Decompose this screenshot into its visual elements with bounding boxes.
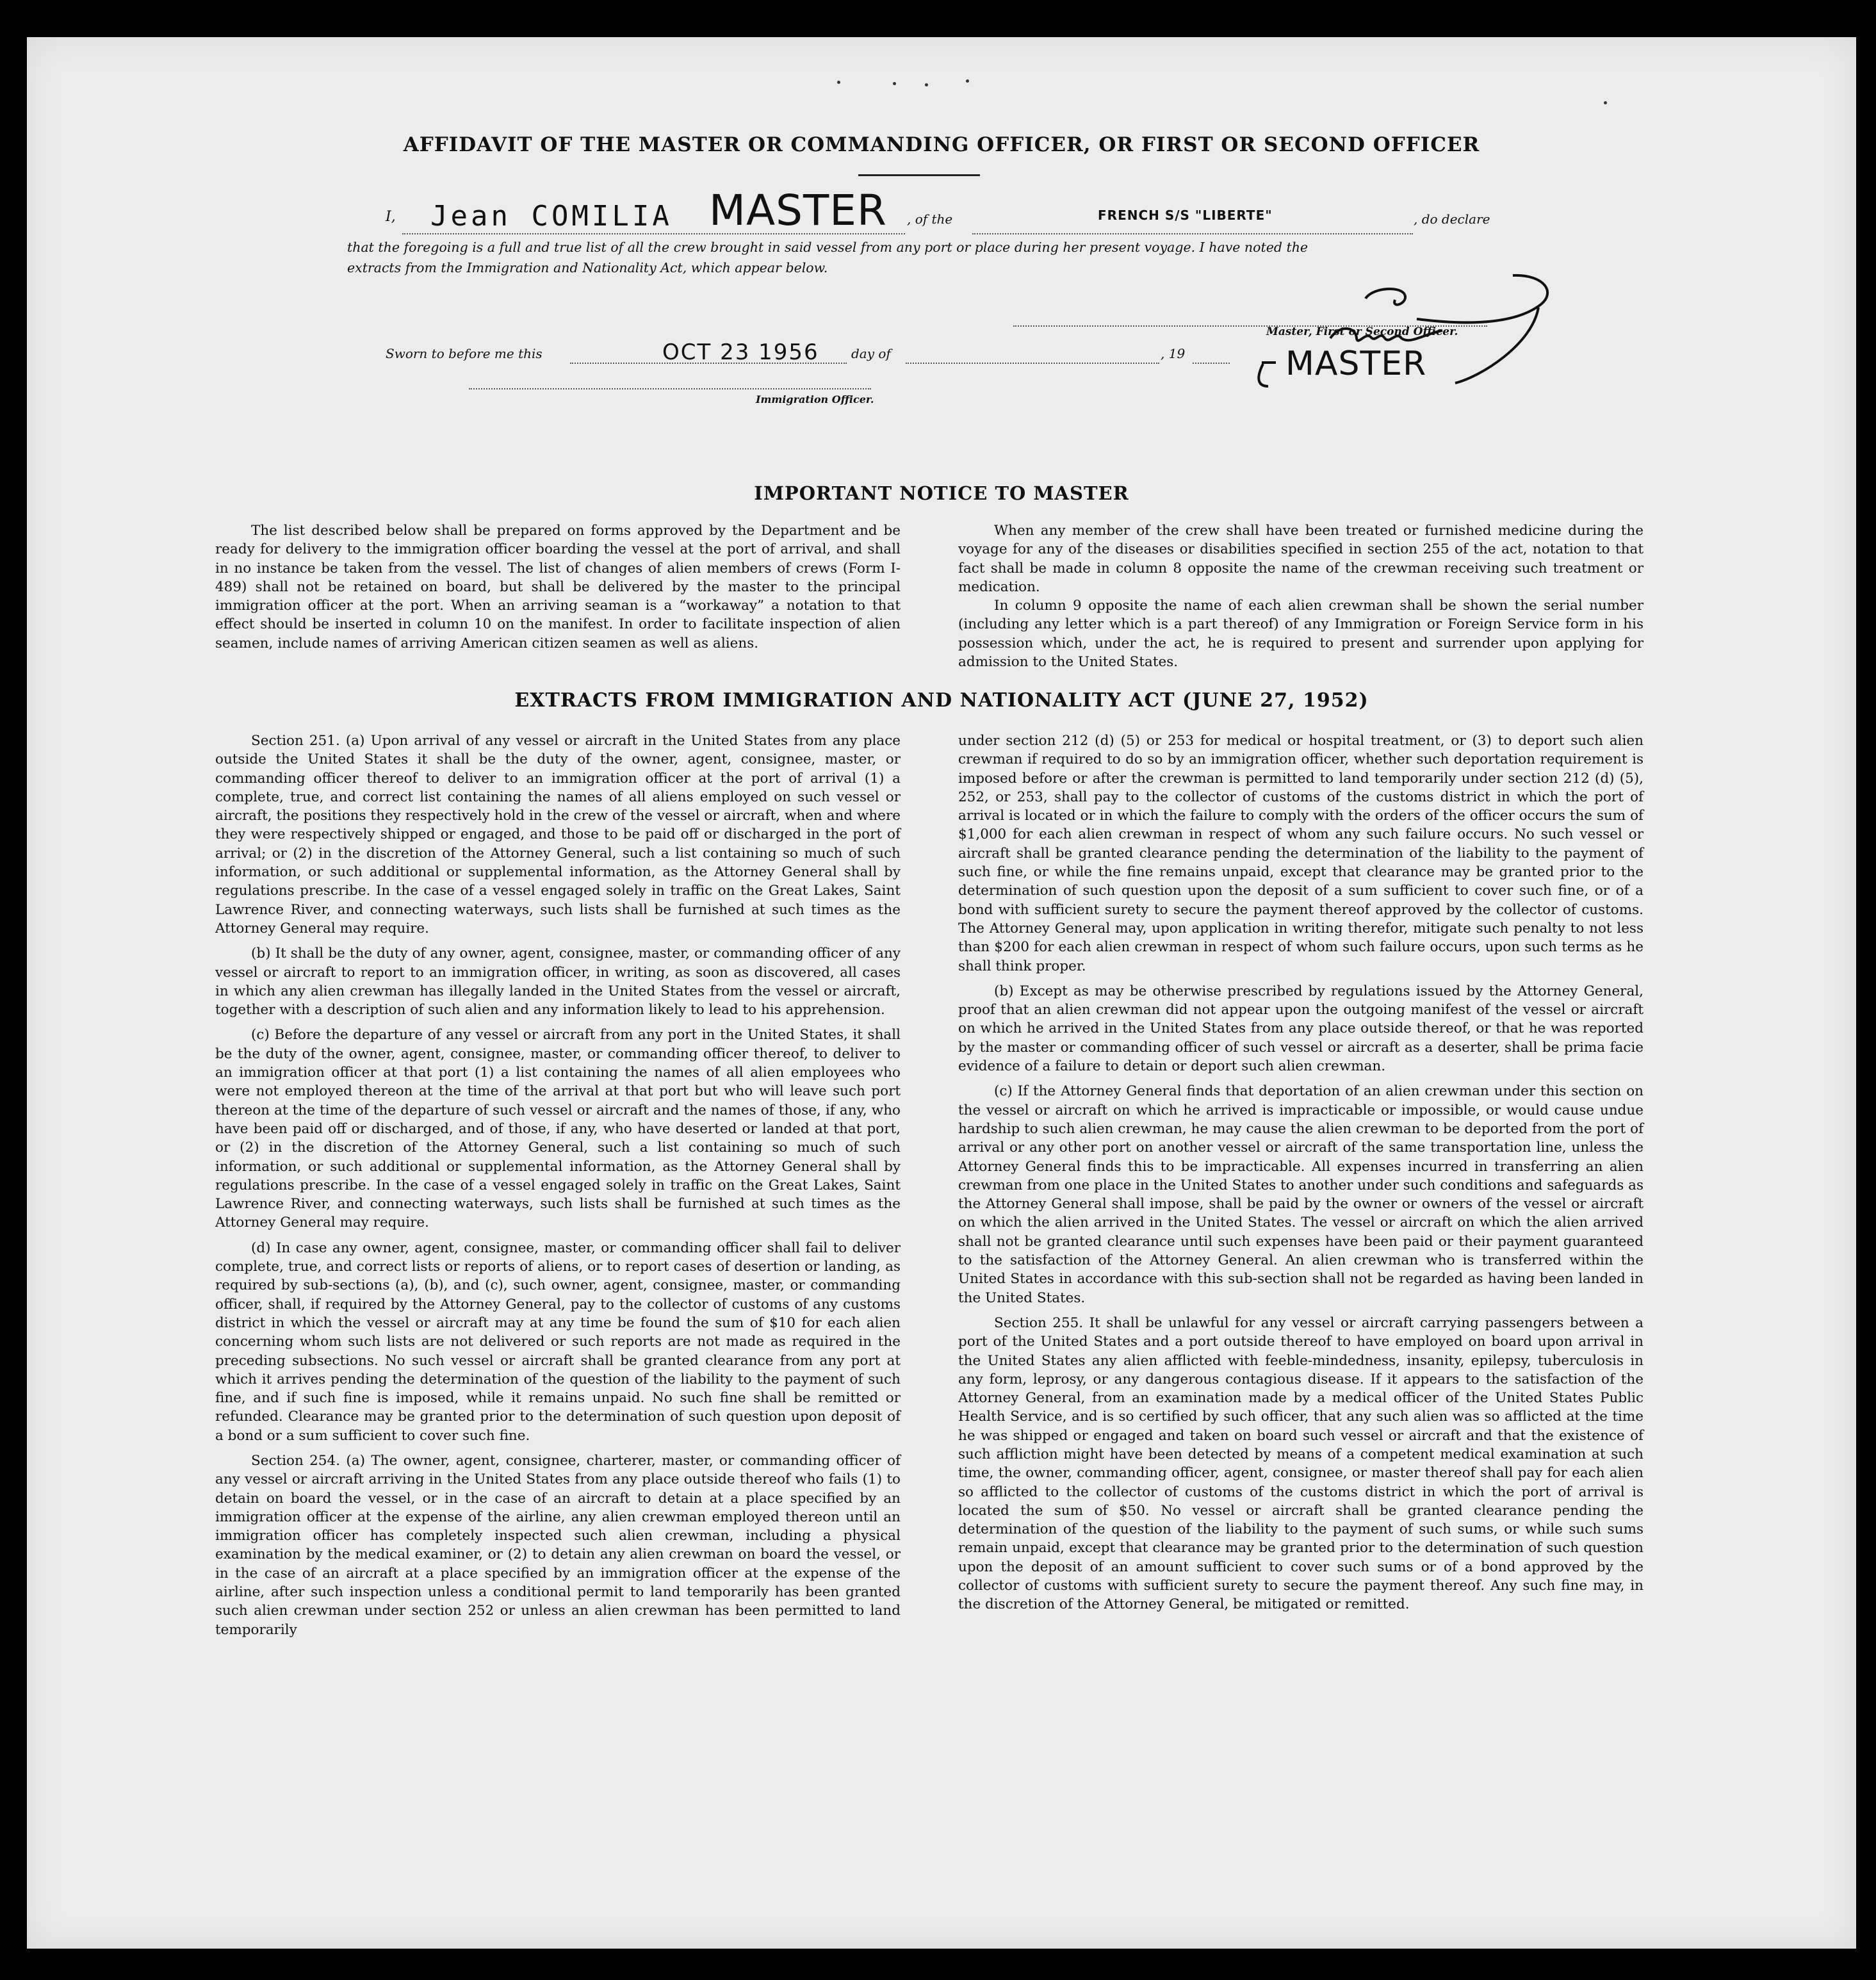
- vessel-typed: FRENCH S/S "LIBERTE": [1098, 208, 1273, 223]
- notice-right-paragraph: In column 9 opposite the name of each alien crewman shall be shown the serial number (including any letter which is a part thereof) of any Immigration or Foreign Service form in his possession which, under the act, he is required to present and surrender upon applying for admission to the United States.: [958, 598, 1644, 671]
- vessel-line: [972, 233, 1413, 234]
- notice-right-paragraph: When any member of the crew shall have been treated or furnished medicine during the voyage for any of the diseases or disabilities specified in section 255 of the act, notation to that fact shall be made in column 8 opposite the name of the crewman receiving such treatment or medication.: [958, 523, 1644, 595]
- extracts-right-column: [958, 732, 1644, 1614]
- signature-stamp: MASTER: [1285, 345, 1427, 383]
- month-line: [906, 363, 1159, 364]
- section-254c: (c) If the Attorney General finds that deportation of an alien crewman under this section on the vessel or aircraft on which he arrived is impracticable or impossible, or would cause undue hardship to such alien crewman, he may cause the alien crewman to be deported from the port of arrival or any other port on another vessel or aircraft of the same transportation line, unless the Attorney General finds this to be impracticable. All expenses incurred in transferring an alien crewman from one place in the United States to another under such conditions and safeguards as the Attorney General shall impose, shall be paid by the owner or owners of the vessel or aircraft on which the alien arrived in the United States. The vessel or aircraft on which the alien arrived shall not be granted clearance until such expenses have been paid or their payment guaranteed to the satisfaction of the Attorney General. An alien crewman who is transferred within the United States in accordance with this sub-section shall not be regarded as having been landed in the United States.: [958, 1083, 1644, 1306]
- do-declare-label: , do declare: [1414, 211, 1490, 227]
- section-254a-continued: under section 212 (d) (5) or 253 for medical or hospital treatment, or (3) to deport such alien crewman if required to do so by an immigration officer, whether such deportation requirement is imposed before or after the crewman is permitted to land temporarily under section 212 (d) (5), 252, or 253, shall pay to the collector of customs of the customs district in which the port of arrival is located or in which the failure to comply with the orders of the officer occurs the sum of $1,000 for each alien crewman in respect of whom any such failure occurs. No such vessel or aircraft shall be granted clearance pending the determination of the liability to the payment of such fine, or while the fine remains unpaid, except that clearance may be granted prior to the determination of such question upon the deposit of a sum sufficient to cover such fine, or of a bond with sufficient surety to secure the payment thereof approved by the collector of customs. The Attorney General may, upon application in writing therefor, mitigate such penalty to not less than $200 for each alien crewman in respect of whom such failure occurs, upon such terms as he shall think proper.: [958, 733, 1644, 974]
- document-sheet: [27, 37, 1856, 1949]
- affidavit-line2: that the foregoing is a full and true list of all the crew brought in said vessel from any port or place during her present voyage. I have noted the: [347, 240, 1309, 255]
- officer-caption: Immigration Officer.: [756, 393, 874, 405]
- notice-left-column: [215, 521, 901, 653]
- section-251a: Section 251. (a) Upon arrival of any vessel or aircraft in the United States from any place outside the United States it shall be the duty of the owner, agent, consignee, master, or commanding officer thereof to deliver to an immigration officer at the port of arrival (1) a complete, true, and correct list containing the names of all aliens employed on such vessel or aircraft, the positions they respectively hold in the crew of the vessel or aircraft, when and where they were respectively shipped or engaged, and those to be paid off or discharged in the port of arrival; or (2) in the discretion of the Attorney General, such a list containing so much of such information, or such additional or supplemental information, as the Attorney General shall by regulations prescribe. In the case of a vessel engaged solely in traffic on the Great Lakes, Saint Lawrence River, and connecting waterways, such lists shall be furnished at such times as the Attorney General may require.: [215, 733, 901, 937]
- master-name-typed: Jean COMILIA: [430, 200, 673, 233]
- day-of-label: day of: [851, 346, 891, 361]
- section-251d: (d) In case any owner, agent, consignee, master, or commanding officer shall fail to deliver complete, true, and correct lists or reports of aliens, or to report cases of desertion or landing, as required by sub-sections (a), (b), and (c), such owner, agent, consignee, master, or commanding officer, shall, if required by the Attorney General, pay to the collector of customs of any customs district in which the vessel or aircraft may at any time be found the sum of $10 for each alien concerning whom such lists are not delivered or such reports are not made as required in the preceding subsections. No such vessel or aircraft shall be granted clearance from any port at which it arrives pending the determination of the question of the liability to the payment of such fine, and if such fine is imposed, while it remains unpaid. No such fine shall be remitted or refunded. Clearance may be granted prior to the determination of such question upon deposit of a bond or a sum sufficient to cover such fine.: [215, 1240, 901, 1444]
- section-251b: (b) It shall be the duty of any owner, agent, consignee, master, or commanding officer of any vessel or aircraft to report to an immigration officer, in writing, as soon as discovered, all cases in which any alien crewman has illegally landed in the United States from the vessel or aircraft, together with a description of such alien and any information likely to lead to his apprehension.: [215, 945, 901, 1019]
- notice-left-paragraph: The list described below shall be prepared on forms approved by the Department and be ready for delivery to the immigration officer boarding the vessel at the port of arrival, and shall in no instance be taken from the vessel. The list of changes of alien members of crews (Form I-489) shall not be retained on board, but shall be delivered by the master to the principal immigration officer at the port. When an arriving seaman is a “workaway” a notation to that effect should be inserted in column 10 on the manifest. In order to facilitate inspection of alien seamen, include names of arriving American citizen seamen as well as aliens.: [215, 523, 901, 651]
- notice-title: IMPORTANT NOTICE TO MASTER: [754, 482, 1129, 504]
- section-255: Section 255. It shall be unlawful for any vessel or aircraft carrying passengers between a port of the United States and a port outside thereof to have employed on board upon arrival in the United States any alien afflicted with feeble-mindedness, insanity, epilepsy, tuberculosis in any form, leprosy, or any dangerous contagious disease. If it appears to the satisfaction of the Attorney General, from an examination made by a medical officer of the United States Public Health Service, and is so certified by such officer, that any such alien was so afflicted at the time he was shipped or engaged and taken on board such vessel or aircraft and that the existence of such affliction might have been detected by means of a competent medical examination at such time, the owner, commanding officer, agent, consignee, or master thereof shall pay for each alien so afflicted to the collector of customs of the customs district in which the port of arrival is located the sum of $50. No vessel or aircraft shall be granted clearance pending the determination of the question of the liability to the payment of such sums, or while such sums remain unpaid, except that clearance may be granted prior to the determination of such question upon the deposit of an amount sufficient to cover such sums or of a bond approved by the collector of customs with sufficient surety to secure the payment thereof. Any such fine may, in the discretion of the Attorney General, be mitigated or remitted.: [958, 1314, 1644, 1613]
- sworn-prefix: Sworn to before me this: [386, 346, 542, 361]
- affidavit-line3: extracts from the Immigration and Nationality Act, which appear below.: [347, 260, 828, 275]
- title-rule: [858, 174, 980, 176]
- section-254b: (b) Except as may be otherwise prescribed by regulations issued by the Attorney General, proof that an alien crewman did not appear upon the outgoing manifest of the vessel or aircraft on which he arrived in the United States from any place outside thereof, or that he was reported by the master or commanding officer of such vessel or aircraft as a deserter, shall be prima facie evidence of a failure to detain or deport such alien crewman.: [958, 983, 1644, 1075]
- sworn-date-stamp: OCT 23 1956: [662, 340, 819, 365]
- notice-right-column: [958, 521, 1644, 671]
- section-251c: (c) Before the departure of any vessel or aircraft from any port in the United States, it shall be the duty of the owner, agent, consignee, master, or commanding officer thereof, to deliver to an immigration officer at that port (1) a list containing the names of all alien employees who were not employed thereon at the time of the arrival at that port but who will leave such port thereon at the time of the departure of such vessel or aircraft and the names of those, if any, who have been paid off or discharged, and of those, if any, who have deserted or landed at that port, or (2) in the discretion of the Attorney General, such a list containing so much of such information, or such additional or supplemental information, as the Attorney General shall by regulations prescribe. In the case of a vessel engaged solely in traffic on the Great Lakes, Saint Lawrence River, and connecting waterways, such lists shall be furnished at such times as the Attorney General may require.: [215, 1027, 901, 1231]
- officer-line: [469, 388, 871, 389]
- master-stamp: MASTER: [709, 186, 887, 235]
- of-the-label: , of the: [907, 211, 953, 227]
- line1-prefix: I,: [386, 209, 396, 225]
- section-254a: Section 254. (a) The owner, agent, consignee, charterer, master, or commanding officer of any vessel or aircraft arriving in the United States from any place outside thereof who fails (1) to detain on board the vessel, or in the case of an aircraft to detain at a place specified by an immigration officer at the expense of the airline, any alien crewman employed thereon until an immigration officer has completely inspected such alien crewman, including a physical examination by the medical examiner, or (2) to detain any alien crewman on board the vessel, or in the case of an aircraft at a place specified by an immigration officer at the expense of the airline, after such inspection unless a conditional permit to land temporarily has been granted such alien crewman under section 252 or unless an alien crewman has been permitted to land temporarily: [215, 1452, 901, 1638]
- extracts-title: EXTRACTS FROM IMMIGRATION AND NATIONALITY ACT (JUNE 27, 1952): [514, 689, 1369, 712]
- year-line: [1193, 363, 1230, 364]
- extracts-left-column: [215, 732, 901, 1639]
- affidavit-title: AFFIDAVIT OF THE MASTER OR COMMANDING OFFICER, OR FIRST OR SECOND OFFICER: [403, 133, 1480, 156]
- year-prefix: , 19: [1161, 346, 1186, 361]
- signature-caption: Master, First or Second Officer.: [1266, 325, 1458, 338]
